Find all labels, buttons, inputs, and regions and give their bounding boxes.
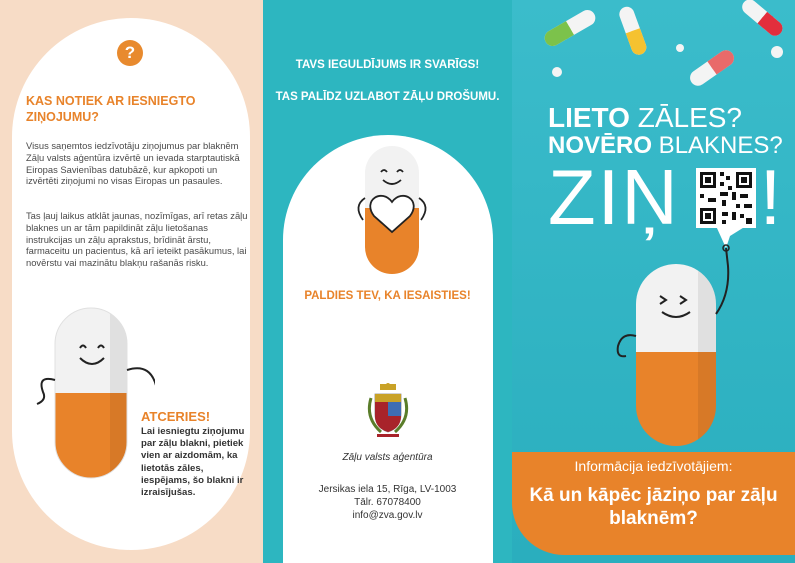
coat-of-arms-icon: [365, 382, 411, 442]
email-link[interactable]: info@zva.gov.lv: [352, 510, 423, 521]
qr-code-icon[interactable]: [696, 168, 756, 228]
floating-pills-icon: [512, 0, 795, 100]
remember-text: Lai iesniegtu ziņojumu par zāļu blakni, pietiek vien ar aizdomām, ka lietotās zāles, iespējams, šo blakni ir izraisījušas.: [141, 426, 245, 499]
pill-character-icon: [30, 300, 155, 490]
remember-title: ATCERIES!: [141, 409, 211, 424]
pill-heart-icon: [343, 140, 443, 280]
paragraph-1: Visus saņemtos iedzīvotāju ziņojumus par blaknēm Zāļu valsts aģentūra izvērtē un ievada starptautiskā Eiropas Savienības datubāzē, kur apkopoti un izvērtēti ziņojumi no visas Eiropas un pasaules.: [26, 140, 240, 187]
info-title: Kā un kāpēc jāziņo par zāļu blaknēm?: [529, 485, 778, 529]
headline-safety: TAS PALĪDZ UZLABOT ZĀĻU DROŠUMU.: [275, 91, 500, 103]
info-subtitle: Informācija iedzīvotājiem:: [574, 458, 733, 474]
paragraph-2: Tas ļauj laikus atklāt jaunas, nozīmīgas, arī retas zāļu blaknes un ar tām papildināt zāļu lietošanas instrukcijas un zāļu aprakstus, brīdināt ārstu, farmaceitu un pacientus, kā arī ieteikt pasākumus, lai novērstu vai mazinātu blakņu rašanās risku.: [26, 210, 248, 269]
headline-notice-side-effects: NOVĒRO BLAKNES?: [548, 132, 783, 159]
report-title: ZIŅ !: [548, 153, 784, 241]
phone-text: Tālr. 67078400: [354, 497, 421, 508]
headline-importance: TAVS IEGULDĪJUMS IR SVARĪGS!: [295, 59, 480, 71]
section-heading: KAS NOTIEK AR IESNIEGTO ZIŅOJUMU?: [26, 94, 196, 124]
headline-use-medicine: LIETO ZĀLES?: [548, 102, 742, 133]
agency-name: Zāļu valsts aģentūra: [342, 452, 433, 463]
left-panel: [0, 0, 263, 563]
middle-panel: [263, 0, 512, 563]
thanks-text: PALDIES TEV, KA IESAISTIES!: [304, 290, 471, 302]
right-panel: [512, 0, 795, 563]
address-text: Jersikas iela 15, Rīga, LV-1003: [318, 484, 457, 495]
question-icon: ?: [117, 40, 143, 66]
pill-character-icon: [608, 244, 758, 449]
